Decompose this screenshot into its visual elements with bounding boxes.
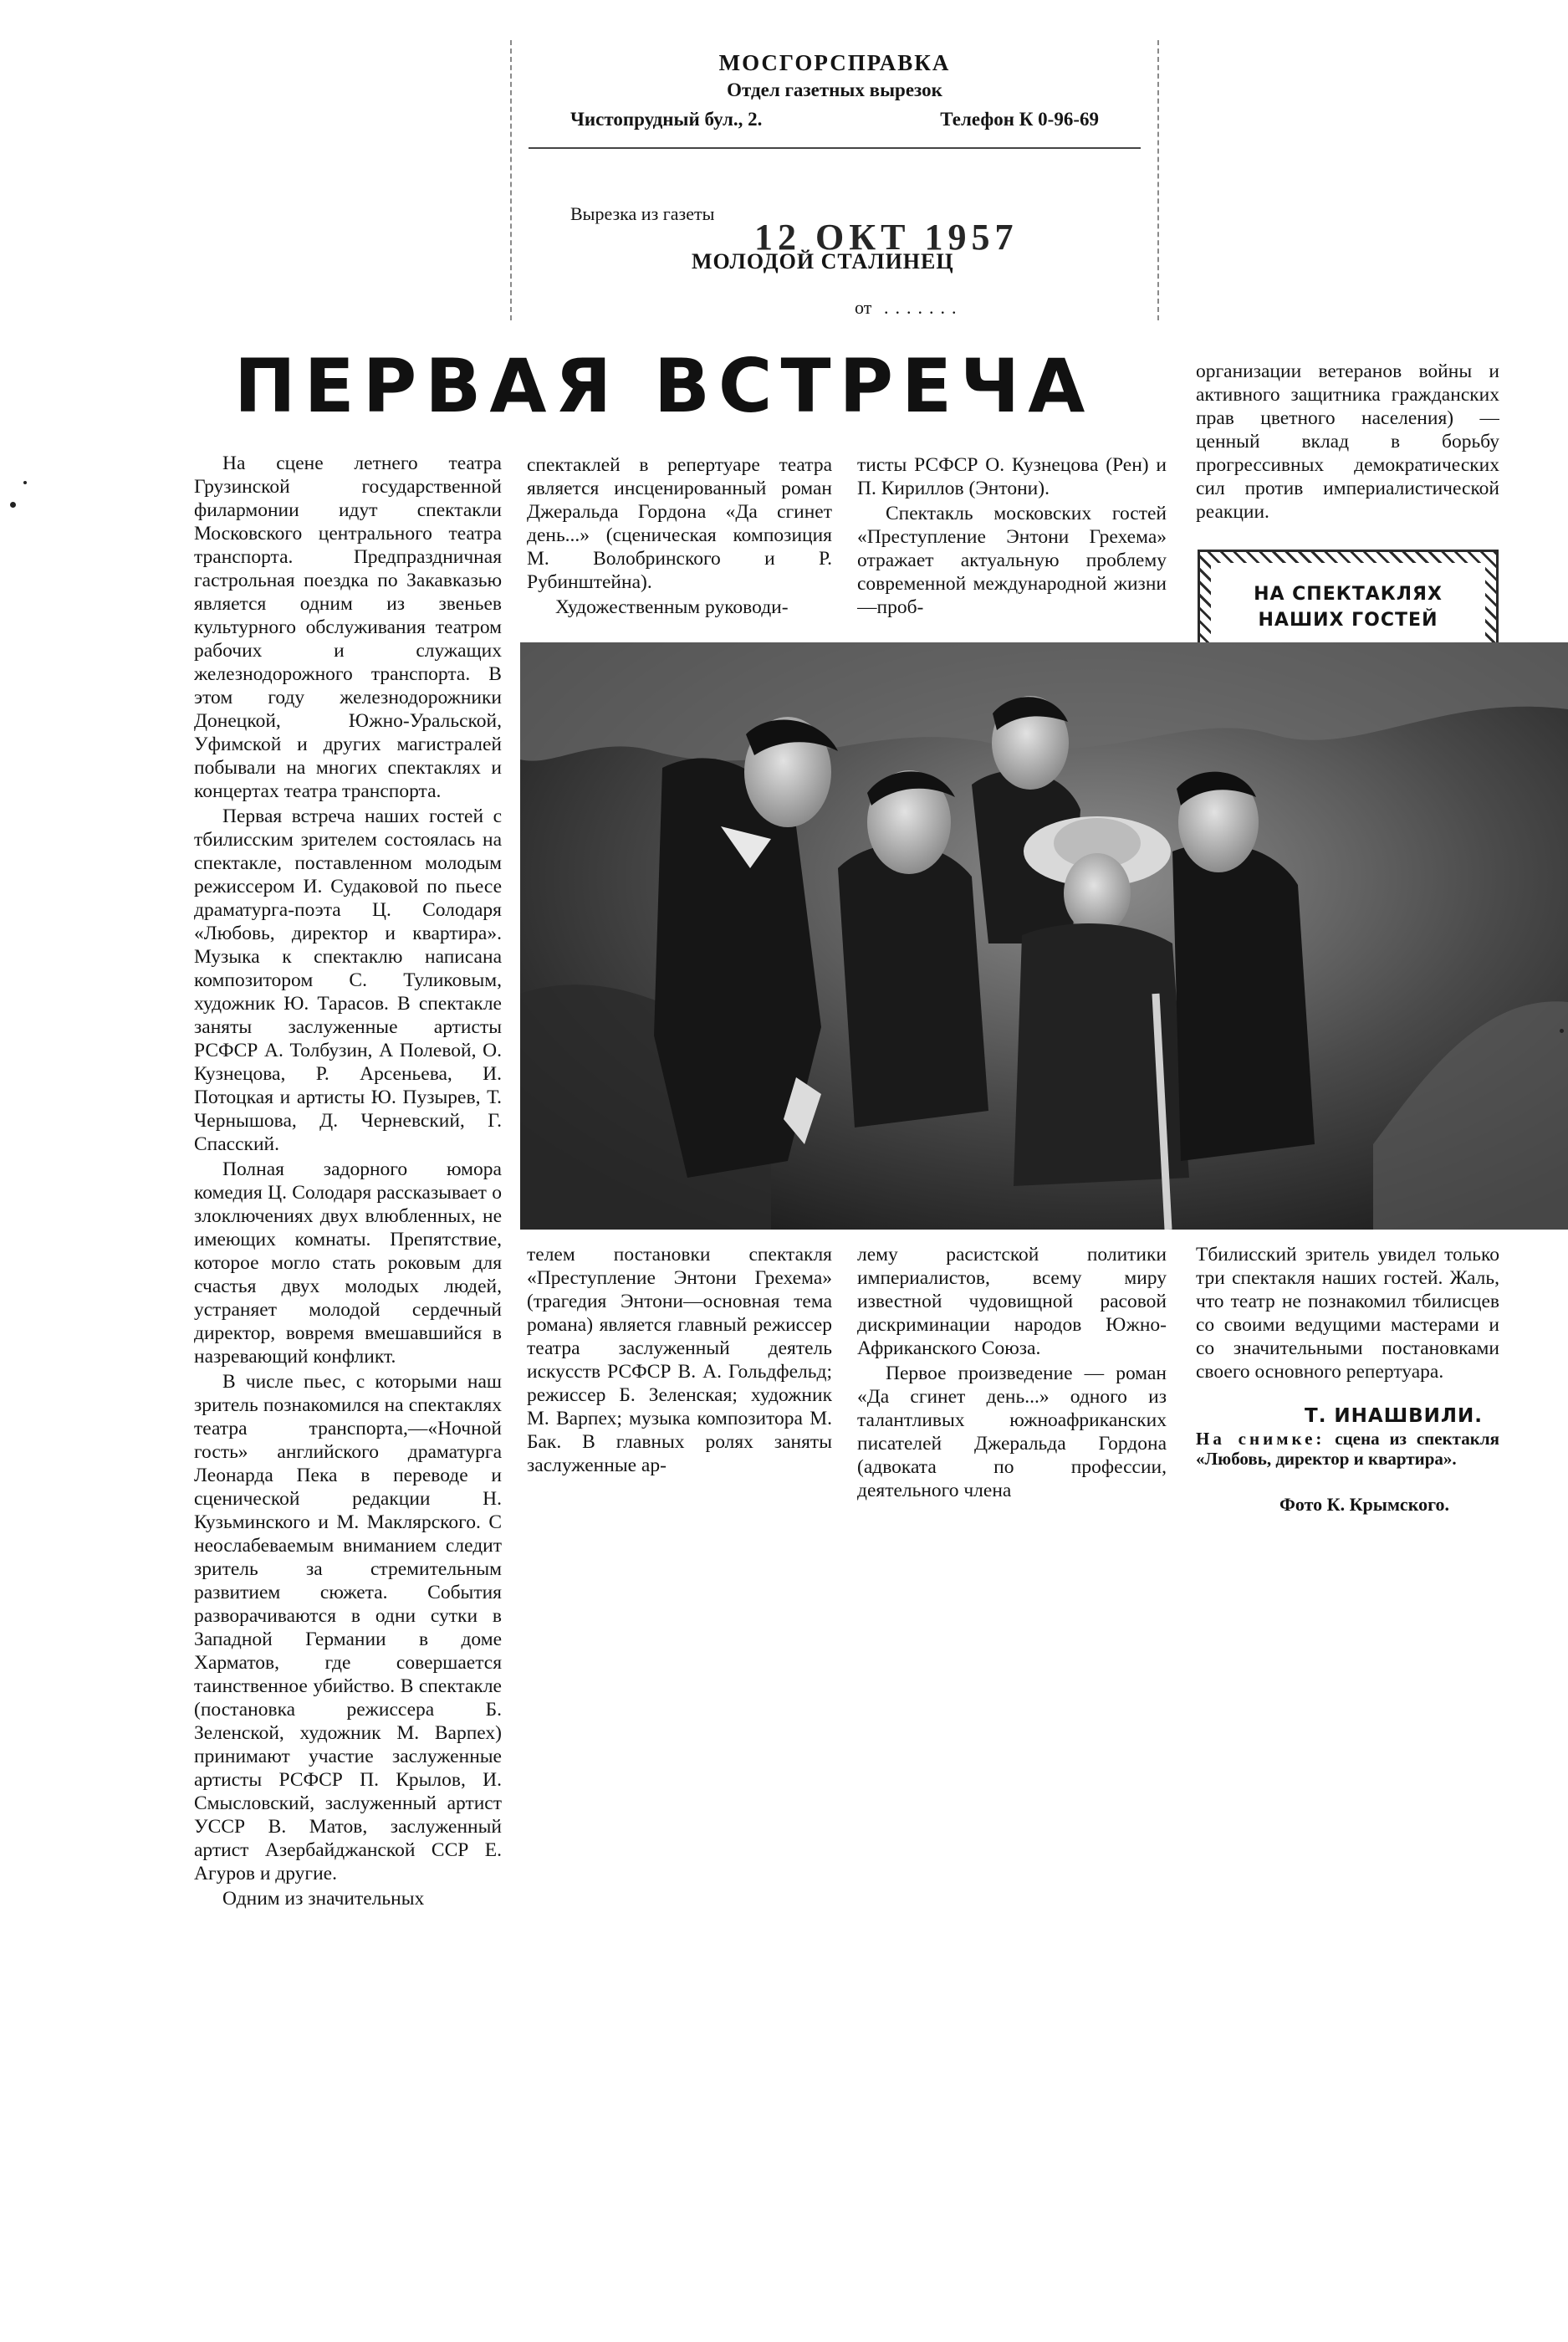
scene-photograph [520,642,1568,1230]
stamp-clipping-label: Вырезка из газеты [570,203,715,224]
scan-speck [10,502,16,508]
clipping-stamp [510,40,1159,320]
paragraph: Тбилисский зритель увидел только три спектакля наших гостей. Жаль, что театр не познакомил тбилисцев со своими ведущими мастерами и со значительными постановками своего основного репертуара. [1196,1244,1499,1383]
stamp-phone: Телефон К 0-96-69 [940,109,1099,130]
stamp-bureau-name: МОСГОРСПРАВКА [718,50,951,75]
paragraph: спектаклей в репертуаре театра является инсценированный роман Джеральда Гордона «Да сгинет день...» (сценическая композиция М. Волобринского и Р. Рубинштейна). [527,454,832,593]
caption-lead: На снимке: [1196,1429,1325,1449]
author-signature: Т. ИНАШВИЛИ. [1305,1405,1484,1427]
stamp-department: Отдел газетных вырезок [727,79,942,100]
article-headline: ПЕРВАЯ ВСТРЕЧА [234,343,1094,429]
article-column-4-bottom [1196,1243,1499,1420]
paragraph: телем постановки спектакля «Преступление Энтони Грехема» (трагедия Энтони—основная тема романа) является главный режиссер театра заслуженный деятель искусств РСФСР В. А. Гольдфельд; режиссер Б. Зеленская; художник М. Варпех; музыка композитора М. Бак. В главных ролях заняты заслуженные ар- [527,1244,832,1476]
scan-speck [1560,1029,1564,1033]
article-column-2-bottom [527,1243,832,1541]
scan-speck [23,481,27,484]
stamp-newspaper: МОЛОДОЙ СТАЛИНЕЦ [692,249,954,274]
rubric-label: НА СПЕКТАКЛЯХ НАШИХ ГОСТЕЙ [1211,563,1485,652]
photo-caption [1196,1429,1499,1469]
article-column-2-top [527,453,832,617]
paragraph: Художественным руководи- [555,596,789,617]
paragraph: Одним из значительных [222,1888,425,1910]
caption-text: сцена из спектакля «Любовь, директор и квартира». [1196,1429,1499,1469]
stamp-from-label: от [855,297,872,318]
stamp-dots: ....... [884,297,963,318]
article-column-1 [194,452,502,2074]
paragraph: тисты РСФСР О. Кузнецова (Рен) и П. Кириллов (Энтони). [857,454,1167,499]
article-column-3-bottom [857,1243,1167,1541]
article-column-4-top [1196,360,1499,550]
paragraph: Первая встреча наших гостей с тбилисским зрителем состоялась на спектакле, поставленном молодым режиссером И. Судаковой по пьесе драматурга-поэта Ц. Солодаря «Любовь, директор и квартира». Музыка к спектаклю написана композитором С. Туликовым, художник Ю. Тарасов. В спектакле заняты заслуженные артисты РСФСР А. Толбузин, А Полевой, О. Кузнецова, Р. Арсеньева, И. Потоцкая и артисты Ю. Пузырев, Т. Чернышова, Д. Черневский, Г. Спасский. [194,805,502,1155]
stamp-date: 12 ОКТ 1957 [754,217,1019,258]
paragraph: Спектакль московских гостей «Преступление Энтони Грехема» отражает актуальную проблему современной международной жизни—проб- [857,503,1167,617]
paragraph: На сцене летнего театра Грузинской государственной филармонии идут спектакли Московского центрального театра транспорта. Предпраздничная гастрольная поездка по Закавказью является одним из звеньев культурного обслуживания театром рабочих и служащих железнодорожного транспорта. В этом году железнодорожники Донецкой, Южно-Уральской, Уфимской и других магистралей побывали на многих спектаклях и концертах театра транспорта. [194,453,502,802]
paragraph: Первое произведение — роман «Да сгинет день...» одного из талантливых южноафриканских писателей Джеральда Гордона (адвоката по профессии, деятельного члена [857,1363,1167,1501]
photo-credit: Фото К. Крымского. [1279,1494,1450,1515]
paragraph: организации ветеранов войны и активного защитника гражданских прав цветного населения) — ценный вклад в борьбу прогрессивных демократических сил против империалистической реакции. [1196,361,1499,523]
photo-illustration [520,642,1568,1230]
paragraph: В числе пьес, с которыми наш зритель познакомился на спектаклях театра транспорта,—«Ночной гость» английского драматурга Леонарда Пека в переводе и сценической редакции Н. Кузьминского и М. Маклярского. С неослабеваемым вниманием следит зритель за стремительным развитием сюжета. События разворачиваются в одни сутки в Западной Германии в доме Харматов, где совершается таинственное убийство. В спектакле (постановка режиссера Б. Зеленской, художник М. Варпех) принимают участие заслуженные артисты РСФСР П. Крылов, И. Смысловский, заслуженный артист УССР В. Матов, заслуженный артист Азербайджанской ССР Е. Агуров и другие. [194,1371,502,1884]
stamp-address: Чистопрудный бул., 2. [570,109,763,130]
stamp-divider [529,147,1141,149]
paragraph: Полная задорного юмора комедия Ц. Солодаря рассказывает о злоключениях двух влюбленных, не имеющих комнаты. Препятствие, которое могло стать роковым для счастья двух молодых людей, устраняет молодой сердечный директор, вовремя вмешавшийся в назревающий конфликт. [194,1158,502,1368]
paragraph: лему расистской политики империалистов, всему миру известной чудовищной расовой дискриминации народов Южно-Африканского Союза. [857,1244,1167,1359]
article-column-3-top [857,453,1167,617]
